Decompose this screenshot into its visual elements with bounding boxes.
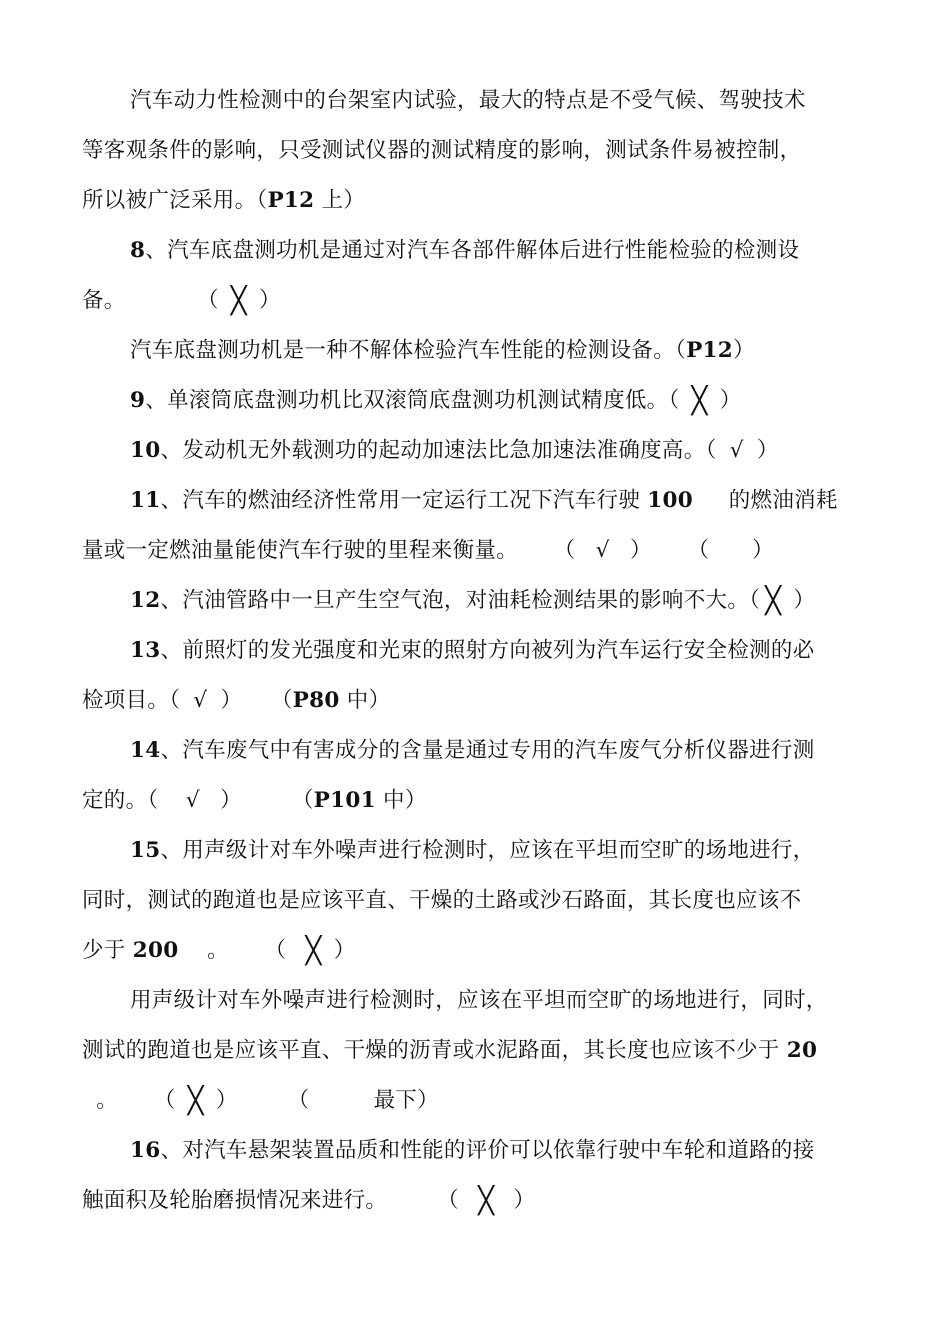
question-16: 16、对汽车悬架装置品质和性能的评价可以依靠行驶中车轮和道路的接 xyxy=(130,1138,815,1163)
answer-15: 用声级计对车外噪声进行检测时，应该在平坦而空旷的场地进行，同时， xyxy=(130,988,828,1013)
answer-15-cont: 测试的跑道也是应该平直、干燥的沥青或水泥路面，其长度也应该不少于 20 xyxy=(82,1038,818,1063)
question-13: 13、前照灯的发光强度和光束的照射方向被列为汽车运行安全检测的必 xyxy=(130,638,815,663)
question-11-cont: 量或一定燃油量能使汽车行驶的里程来衡量。 （ √ ） （ ） xyxy=(82,536,774,566)
answer-mark: ╳ xyxy=(765,586,782,616)
answer-mark: √ xyxy=(729,438,744,463)
question-15: 15、用声级计对车外噪声进行检测时，应该在平坦而空旷的场地进行， xyxy=(130,838,815,863)
paragraph-line: 汽车动力性检测中的台架室内试验，最大的特点是不受气候、驾驶技术 xyxy=(130,88,806,113)
answer-mark: ╳ xyxy=(691,386,708,416)
question-15-cont: 少于 200 。 （ ╳ ） xyxy=(82,936,356,966)
question-14: 14、汽车废气中有害成分的含量是通过专用的汽车废气分析仪器进行测 xyxy=(130,738,815,763)
question-11: 11、汽车的燃油经济性常用一定运行工况下汽车行驶 100 的燃油消耗 xyxy=(130,488,838,513)
question-15-cont: 同时，测试的跑道也是应该平直、干燥的土路或沙石路面，其长度也应该不 xyxy=(82,888,802,913)
question-8-cont: 备。 （ ╳ ） xyxy=(82,286,281,316)
answer-mark: ╳ xyxy=(230,286,247,316)
answer-mark: ╳ xyxy=(305,936,322,966)
question-14-cont: 定的。（ √ ） （P101 中） xyxy=(82,786,427,816)
question-10: 10、发动机无外载测功的起动加速法比急加速法准确度高。（ √ ） xyxy=(130,436,779,466)
paragraph-line: 等客观条件的影响，只受测试仪器的测试精度的影响，测试条件易被控制， xyxy=(82,138,802,163)
question-9: 9、单滚筒底盘测功机比双滚筒底盘测功机测试精度低。（ ╳ ） xyxy=(130,386,742,416)
answer-mark: √ xyxy=(193,688,208,713)
question-13-cont: 检项目。（ √ ） （P80 中） xyxy=(82,686,390,716)
answer-mark: ╳ xyxy=(187,1086,204,1116)
question-8: 8、汽车底盘测功机是通过对汽车各部件解体后进行性能检验的检测设 xyxy=(130,238,800,263)
question-16-cont: 触面积及轮胎磨损情况来进行。 （ ╳ ） xyxy=(82,1186,536,1216)
answer-15-cont: 。 （ ╳ ） （ 最下） xyxy=(82,1086,439,1116)
answer-mark: √ xyxy=(595,538,610,563)
question-12: 12、汽油管路中一旦产生空气泡，对油耗检测结果的影响不大。（ ╳ ） xyxy=(130,586,816,616)
answer-mark: ╳ xyxy=(478,1186,495,1216)
paragraph-line: 所以被广泛采用。（P12 上） xyxy=(82,188,366,213)
answer-8: 汽车底盘测功机是一种不解体检验汽车性能的检测设备。（P12） xyxy=(130,338,755,363)
answer-mark: √ xyxy=(185,788,200,813)
